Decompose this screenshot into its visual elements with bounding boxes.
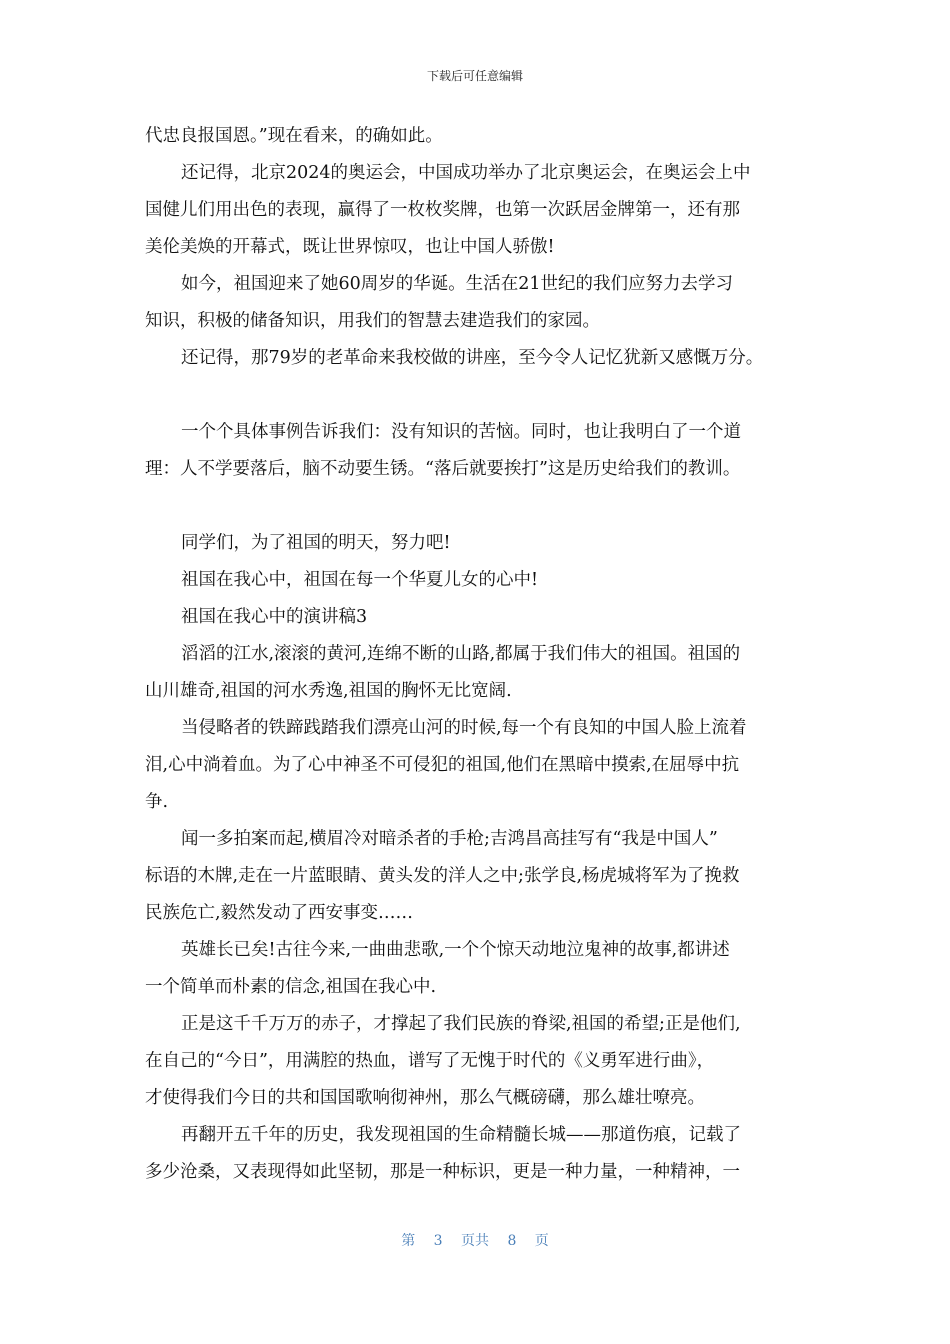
text-line: 英雄长已矣!古往今来,一曲曲悲歌,一个个惊天动地泣鬼神的故事,都讲述 bbox=[181, 940, 730, 960]
text-line: 争. bbox=[145, 792, 169, 812]
blank-line bbox=[145, 377, 810, 414]
text-line: 一个个具体事例告诉我们：没有知识的苦恼。同时，也让我明白了一个道 bbox=[181, 422, 741, 442]
text-line: 还记得，北京2024的奥运会，中国成功举办了北京奥运会，在奥运会上中 bbox=[181, 163, 751, 183]
text-line: 祖国在我心中，祖国在每一个华夏儿女的心中! bbox=[181, 570, 539, 590]
text-line: 还记得，那79岁的老革命来我校做的讲座，至今令人记忆犹新又感慨万分。 bbox=[181, 348, 764, 368]
text-line: 才使得我们今日的共和国国歌响彻神州，那么气概磅礴，那么雄壮嘹亮。 bbox=[145, 1088, 705, 1108]
text-line: 同学们，为了祖国的明天，努力吧! bbox=[181, 533, 451, 553]
text-line: 多少沧桑，又表现得如此坚韧，那是一种标识，更是一种力量，一种精神，一 bbox=[145, 1162, 740, 1182]
text-line: 再翻开五千年的历史，我发现祖国的生命精髓长城——那道伤痕，记载了 bbox=[181, 1125, 741, 1145]
text-line: 泪,心中淌着血。为了心中神圣不可侵犯的祖国,他们在黑暗中摸索,在屈辱中抗 bbox=[145, 755, 740, 775]
text-line: 闻一多拍案而起,横眉冷对暗杀者的手枪;吉鸿昌高挂写有“我是中国人” bbox=[181, 829, 718, 849]
text-line: 在自己的“今日”，用满腔的热血，谱写了无愧于时代的《义勇军进行曲》， bbox=[145, 1051, 715, 1071]
text-line: 知识，积极的储备知识，用我们的智慧去建造我们的家园。 bbox=[145, 311, 600, 331]
text-line: 理：人不学要落后，脑不动要生锈。“落后就要挨打”这是历史给我们的教训。 bbox=[145, 459, 741, 479]
page-header: 下载后可任意编辑 bbox=[426, 69, 523, 83]
document-body bbox=[145, 118, 810, 1191]
page-footer: 第 3 页共 8 页 bbox=[401, 1233, 549, 1249]
text-line: 滔滔的江水,滚滚的黄河,连绵不断的山路,都属于我们伟大的祖国。祖国的 bbox=[181, 644, 741, 664]
text-line: 标语的木牌,走在一片蓝眼睛、黄头发的洋人之中;张学良,杨虎城将军为了挽救 bbox=[145, 866, 740, 886]
text-line: 代忠良报国恩。”现在看来，的确如此。 bbox=[145, 126, 443, 146]
text-line: 正是这千千万万的赤子，才撑起了我们民族的脊梁,祖国的希望;正是他们, bbox=[181, 1014, 741, 1034]
section-title: 祖国在我心中的演讲稿3 bbox=[181, 607, 368, 627]
text-line: 美伦美焕的开幕式，既让世界惊叹，也让中国人骄傲! bbox=[145, 237, 555, 257]
text-line: 山川雄奇,祖国的河水秀逸,祖国的胸怀无比宽阔. bbox=[145, 681, 512, 701]
text-line: 一个简单而朴素的信念,祖国在我心中. bbox=[145, 977, 437, 997]
text-line: 当侵略者的铁蹄践踏我们漂亮山河的时候,每一个有良知的中国人脸上流着 bbox=[181, 718, 747, 738]
text-line: 如今，祖国迎来了她60周岁的华诞。生活在21世纪的我们应努力去学习 bbox=[181, 274, 734, 294]
blank-line bbox=[145, 488, 810, 525]
text-line: 国健儿们用出色的表现，赢得了一枚枚奖牌，也第一次跃居金牌第一，还有那 bbox=[145, 200, 740, 220]
text-line: 民族危亡,毅然发动了西安事变…… bbox=[145, 903, 414, 923]
